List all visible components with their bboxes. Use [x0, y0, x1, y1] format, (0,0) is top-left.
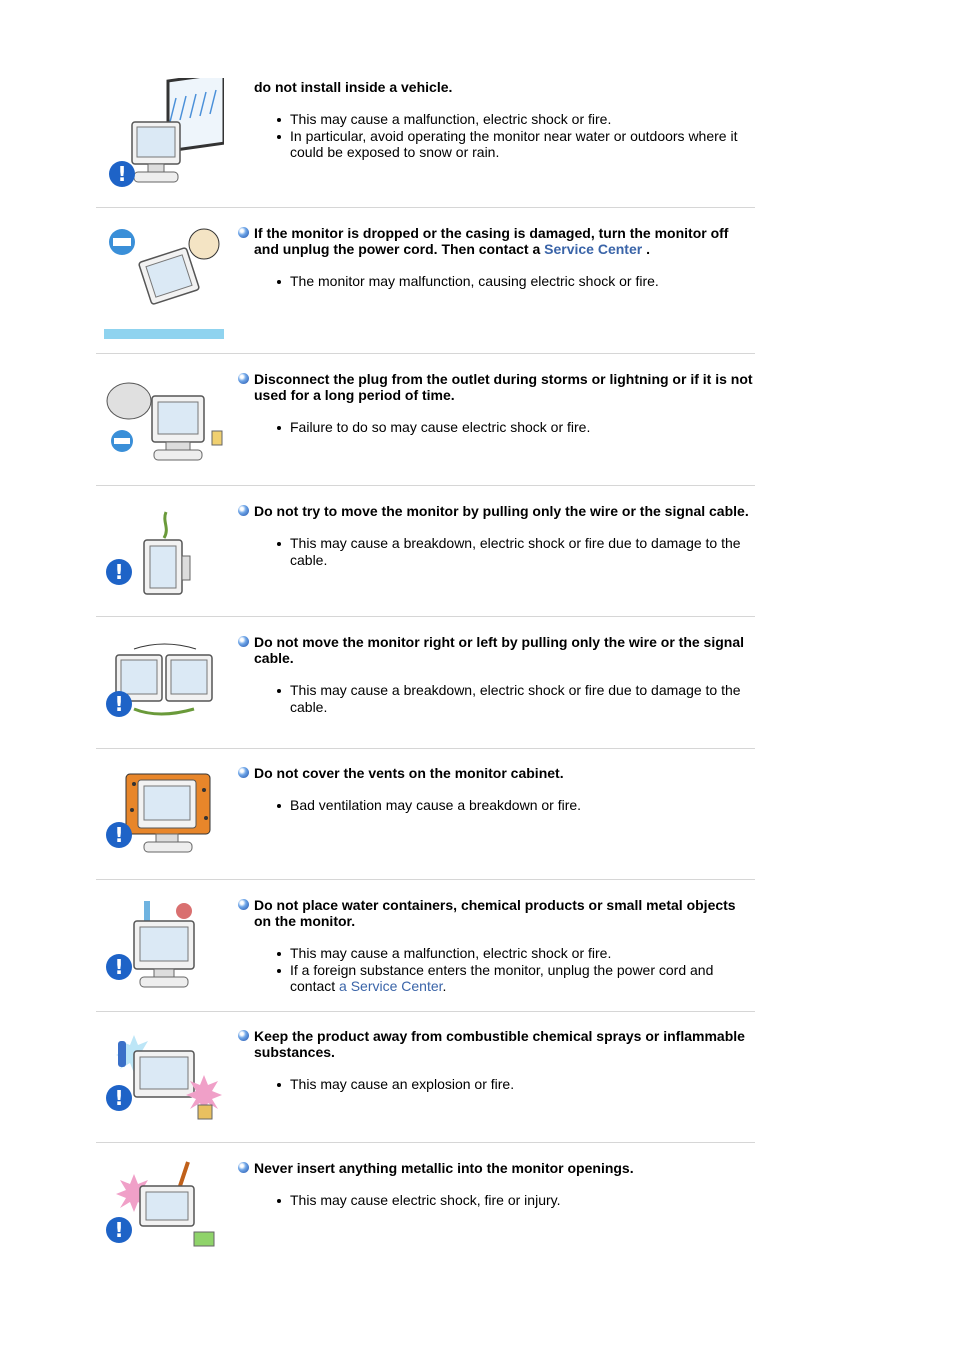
- safety-section-metallic: [96, 1155, 755, 1270]
- section-title: If the monitor is dropped or the casing is damaged, turn the monitor off and unplug the power cord. Then contact a Service Center .: [238, 225, 755, 257]
- divider: [96, 1011, 755, 1012]
- bullet-list: [238, 273, 755, 290]
- blue-bullet-icon: [238, 899, 249, 910]
- warning-exclamation-icon: [106, 822, 132, 848]
- bullet-list: [238, 797, 755, 814]
- section-title: Do not move the monitor right or left by pulling only the wire or the signal cable.: [238, 634, 755, 666]
- bullet-list: [238, 419, 755, 436]
- divider: [96, 1142, 755, 1143]
- service-center-link[interactable]: Service Center: [544, 241, 643, 257]
- list-item: The monitor may malfunction, causing electric shock or fire.: [290, 273, 755, 290]
- monitor-storm-illustration: [104, 376, 224, 464]
- warning-exclamation-icon: [109, 161, 135, 187]
- safety-section-vehicle: [96, 74, 755, 199]
- section-title: Do not try to move the monitor by pulling only the wire or the signal cable.: [238, 503, 755, 519]
- list-item: This may cause a malfunction, electric shock or fire.: [290, 945, 755, 962]
- divider: [96, 353, 755, 354]
- divider: [96, 616, 755, 617]
- blue-bullet-icon: [238, 767, 249, 778]
- section-title: Do not cover the vents on the monitor cabinet.: [238, 765, 755, 781]
- bullet-list: [238, 945, 755, 995]
- list-item: This may cause an explosion or fire.: [290, 1076, 755, 1093]
- bullet-list: [238, 535, 755, 568]
- safety-section-move-left-right: [96, 629, 755, 744]
- blue-bullet-icon: [238, 636, 249, 647]
- blue-bullet-icon: [238, 1162, 249, 1173]
- warning-exclamation-icon: [106, 691, 132, 717]
- divider: [96, 748, 755, 749]
- safety-section-storms: [96, 366, 755, 481]
- bullet-list: [238, 1192, 755, 1209]
- warning-exclamation-icon: [106, 1085, 132, 1111]
- section-title: Keep the product away from combustible chemical sprays or inflammable substances.: [238, 1028, 755, 1060]
- blue-bullet-icon: [238, 505, 249, 516]
- bullet-list: [238, 1076, 755, 1093]
- warning-exclamation-icon: [106, 559, 132, 585]
- list-item: This may cause a breakdown, electric shock or fire due to damage to the cable.: [290, 682, 755, 715]
- divider: [96, 879, 755, 880]
- warning-exclamation-icon: [106, 1217, 132, 1243]
- safety-section-pull-wire: [96, 498, 755, 613]
- section-title: Do not place water containers, chemical products or small metal objects on the monitor.: [238, 897, 755, 929]
- divider: [96, 485, 755, 486]
- section-title: Disconnect the plug from the outlet during storms or lightning or if it is not used for a long period of time.: [238, 371, 755, 403]
- list-item: Failure to do so may cause electric shock or fire.: [290, 419, 755, 436]
- divider: [96, 207, 755, 208]
- list-item: This may cause a malfunction, electric shock or fire.: [290, 111, 755, 128]
- list-item: If a foreign substance enters the monitor, unplug the power cord and contact a Service Center.: [290, 962, 755, 995]
- list-item: This may cause a breakdown, electric shock or fire due to damage to the cable.: [290, 535, 755, 568]
- safety-section-containers: [96, 892, 755, 1007]
- monitor-dropped-illustration: [104, 224, 224, 339]
- list-item: Bad ventilation may cause a breakdown or fire.: [290, 797, 755, 814]
- safety-section-combustible: [96, 1023, 755, 1138]
- list-item: In particular, avoid operating the monitor near water or outdoors where it could be exposed to snow or rain.: [290, 128, 755, 161]
- bullet-list: [238, 111, 755, 161]
- safety-section-vents: [96, 760, 755, 875]
- section-title: Never insert anything metallic into the monitor openings.: [238, 1160, 755, 1176]
- blue-bullet-icon: [238, 373, 249, 384]
- service-center-link[interactable]: a Service Center: [339, 978, 443, 994]
- safety-section-dropped: [96, 220, 755, 345]
- blue-bullet-icon: [238, 1030, 249, 1041]
- section-title: do not install inside a vehicle.: [254, 79, 453, 95]
- list-item: This may cause electric shock, fire or injury.: [290, 1192, 755, 1209]
- bullet-list: [238, 682, 755, 715]
- warning-exclamation-icon: [106, 954, 132, 980]
- blue-bullet-icon: [238, 227, 249, 238]
